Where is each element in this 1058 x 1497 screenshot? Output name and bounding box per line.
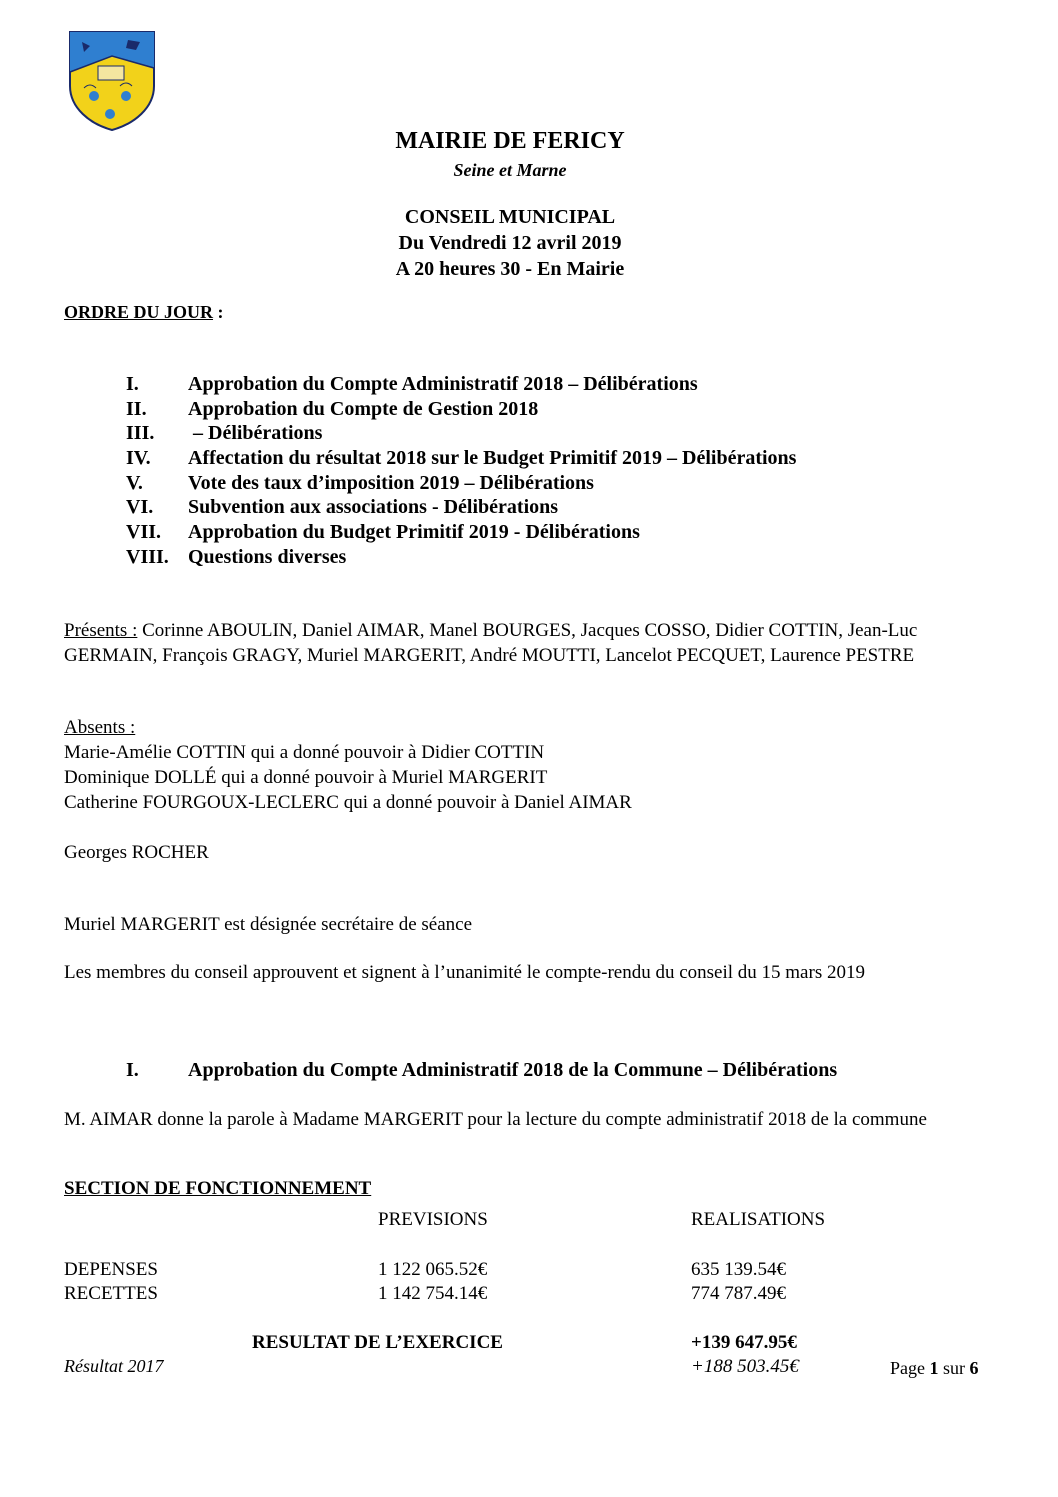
page-word: Page: [890, 1358, 930, 1378]
agenda-item-number: VIII.: [126, 545, 169, 568]
agenda-item-text: Approbation du Budget Primitif 2019 - Délibérations: [188, 521, 640, 544]
absentee-line: Marie-Amélie COTTIN qui a donné pouvoir à Didier COTTIN: [64, 742, 545, 763]
agenda-item: [126, 520, 796, 545]
agenda-item-text: Questions diverses: [188, 545, 347, 568]
page-current: 1: [929, 1358, 939, 1378]
agenda-heading: [64, 302, 224, 323]
page-sur: sur: [938, 1358, 970, 1378]
agenda-item: [126, 471, 796, 496]
page-total: 6: [969, 1358, 979, 1378]
secretary-statement: Muriel MARGERIT est désignée secrétaire de séance: [64, 914, 472, 935]
absentees-block: [64, 715, 1004, 815]
previous-result-label: Résultat 2017: [64, 1356, 164, 1376]
recettes-realisations: 774 787.49€: [691, 1283, 786, 1304]
agenda-list: [126, 372, 796, 570]
recettes-previsions: 1 142 754.14€: [378, 1283, 488, 1304]
approval-statement: Les membres du conseil approuvent et signent à l’unanimité le compte-rendu du conseil du 15 mars 2019: [64, 962, 865, 983]
agenda-heading-label: ORDRE DU JOUR: [64, 302, 214, 322]
attendees-label: Présents :: [64, 620, 138, 641]
row-label-recettes: RECETTES: [64, 1283, 158, 1304]
page-title: MAIRIE DE FERICY: [395, 128, 625, 154]
agenda-item-text: Vote des taux d’imposition 2019 – Délibérations: [188, 471, 594, 494]
agenda-item-text: – Délibérations: [188, 422, 323, 445]
depenses-realisations: 635 139.54€: [691, 1259, 786, 1280]
meeting-date: Du Vendredi 12 avril 2019: [398, 232, 622, 254]
meeting-header: [0, 204, 1020, 282]
section-heading: [126, 1059, 837, 1082]
absentee-line: Dominique DOLLÉ qui a donné pouvoir à Muriel MARGERIT: [64, 767, 548, 788]
section-number: I.: [126, 1059, 139, 1081]
agenda-heading-suffix: :: [213, 302, 224, 322]
meeting-title: CONSEIL MUNICIPAL: [404, 206, 616, 228]
agenda-item: [126, 421, 796, 446]
agenda-item-number: VII.: [126, 521, 162, 544]
result-value: +139 647.95€: [691, 1332, 797, 1353]
agenda-item-text: Approbation du Compte Administratif 2018 – Délibérations: [188, 373, 698, 395]
col-header-previsions: PREVISIONS: [378, 1209, 488, 1230]
agenda-item-text: Affectation du résultat 2018 sur le Budget Primitif 2019 – Délibérations: [188, 447, 797, 470]
agenda-item: [126, 495, 796, 520]
attendees-list: Corinne ABOULIN, Daniel AIMAR, Manel BOURGES, Jacques COSSO, Didier COTTIN, Jean-Luc GERMAIN, François GRAGY, Muriel MARGERIT, André MOUTTI, Lancelot PECQUET, Laurence PESTRE: [64, 620, 918, 666]
absentee-other: Georges ROCHER: [64, 842, 209, 863]
attendees-paragraph: [64, 618, 1004, 668]
page-subtitle: Seine et Marne: [453, 160, 567, 180]
agenda-item-number: III.: [126, 422, 155, 445]
section-intro: M. AIMAR donne la parole à Madame MARGERIT pour la lecture du compte administratif 2018 de la commune: [64, 1109, 927, 1130]
absentees-label: Absents :: [64, 717, 136, 738]
previous-result-value: +188 503.45€: [691, 1356, 799, 1377]
agenda-item-number: VI.: [126, 496, 154, 519]
agenda-item-number: V.: [126, 471, 143, 494]
agenda-item-number: IV.: [126, 447, 151, 470]
agenda-item-number: II.: [126, 397, 147, 420]
agenda-item: [126, 545, 796, 570]
agenda-item-text: Subvention aux associations - Délibérations: [188, 496, 559, 519]
result-label: RESULTAT DE L’EXERCICE: [252, 1332, 503, 1353]
absentee-line: Catherine FOURGOUX-LECLERC qui a donné pouvoir à Daniel AIMAR: [64, 792, 632, 813]
col-header-realisations: REALISATIONS: [691, 1209, 826, 1230]
fonctionnement-heading: SECTION DE FONCTIONNEMENT: [64, 1178, 372, 1199]
depenses-previsions: 1 122 065.52€: [378, 1259, 488, 1280]
agenda-item: [126, 372, 796, 397]
section-title: Approbation du Compte Administratif 2018 de la Commune – Délibérations: [188, 1059, 838, 1081]
coat-of-arms-logo: [64, 28, 160, 132]
row-label-depenses: DEPENSES: [64, 1259, 158, 1280]
meeting-time-place: A 20 heures 30 - En Mairie: [395, 258, 625, 280]
agenda-item-number: I.: [126, 373, 139, 395]
agenda-item-text: Approbation du Compte de Gestion 2018: [188, 397, 539, 420]
page-number: [890, 1358, 979, 1379]
agenda-item: [126, 397, 796, 422]
agenda-item: [126, 446, 796, 471]
